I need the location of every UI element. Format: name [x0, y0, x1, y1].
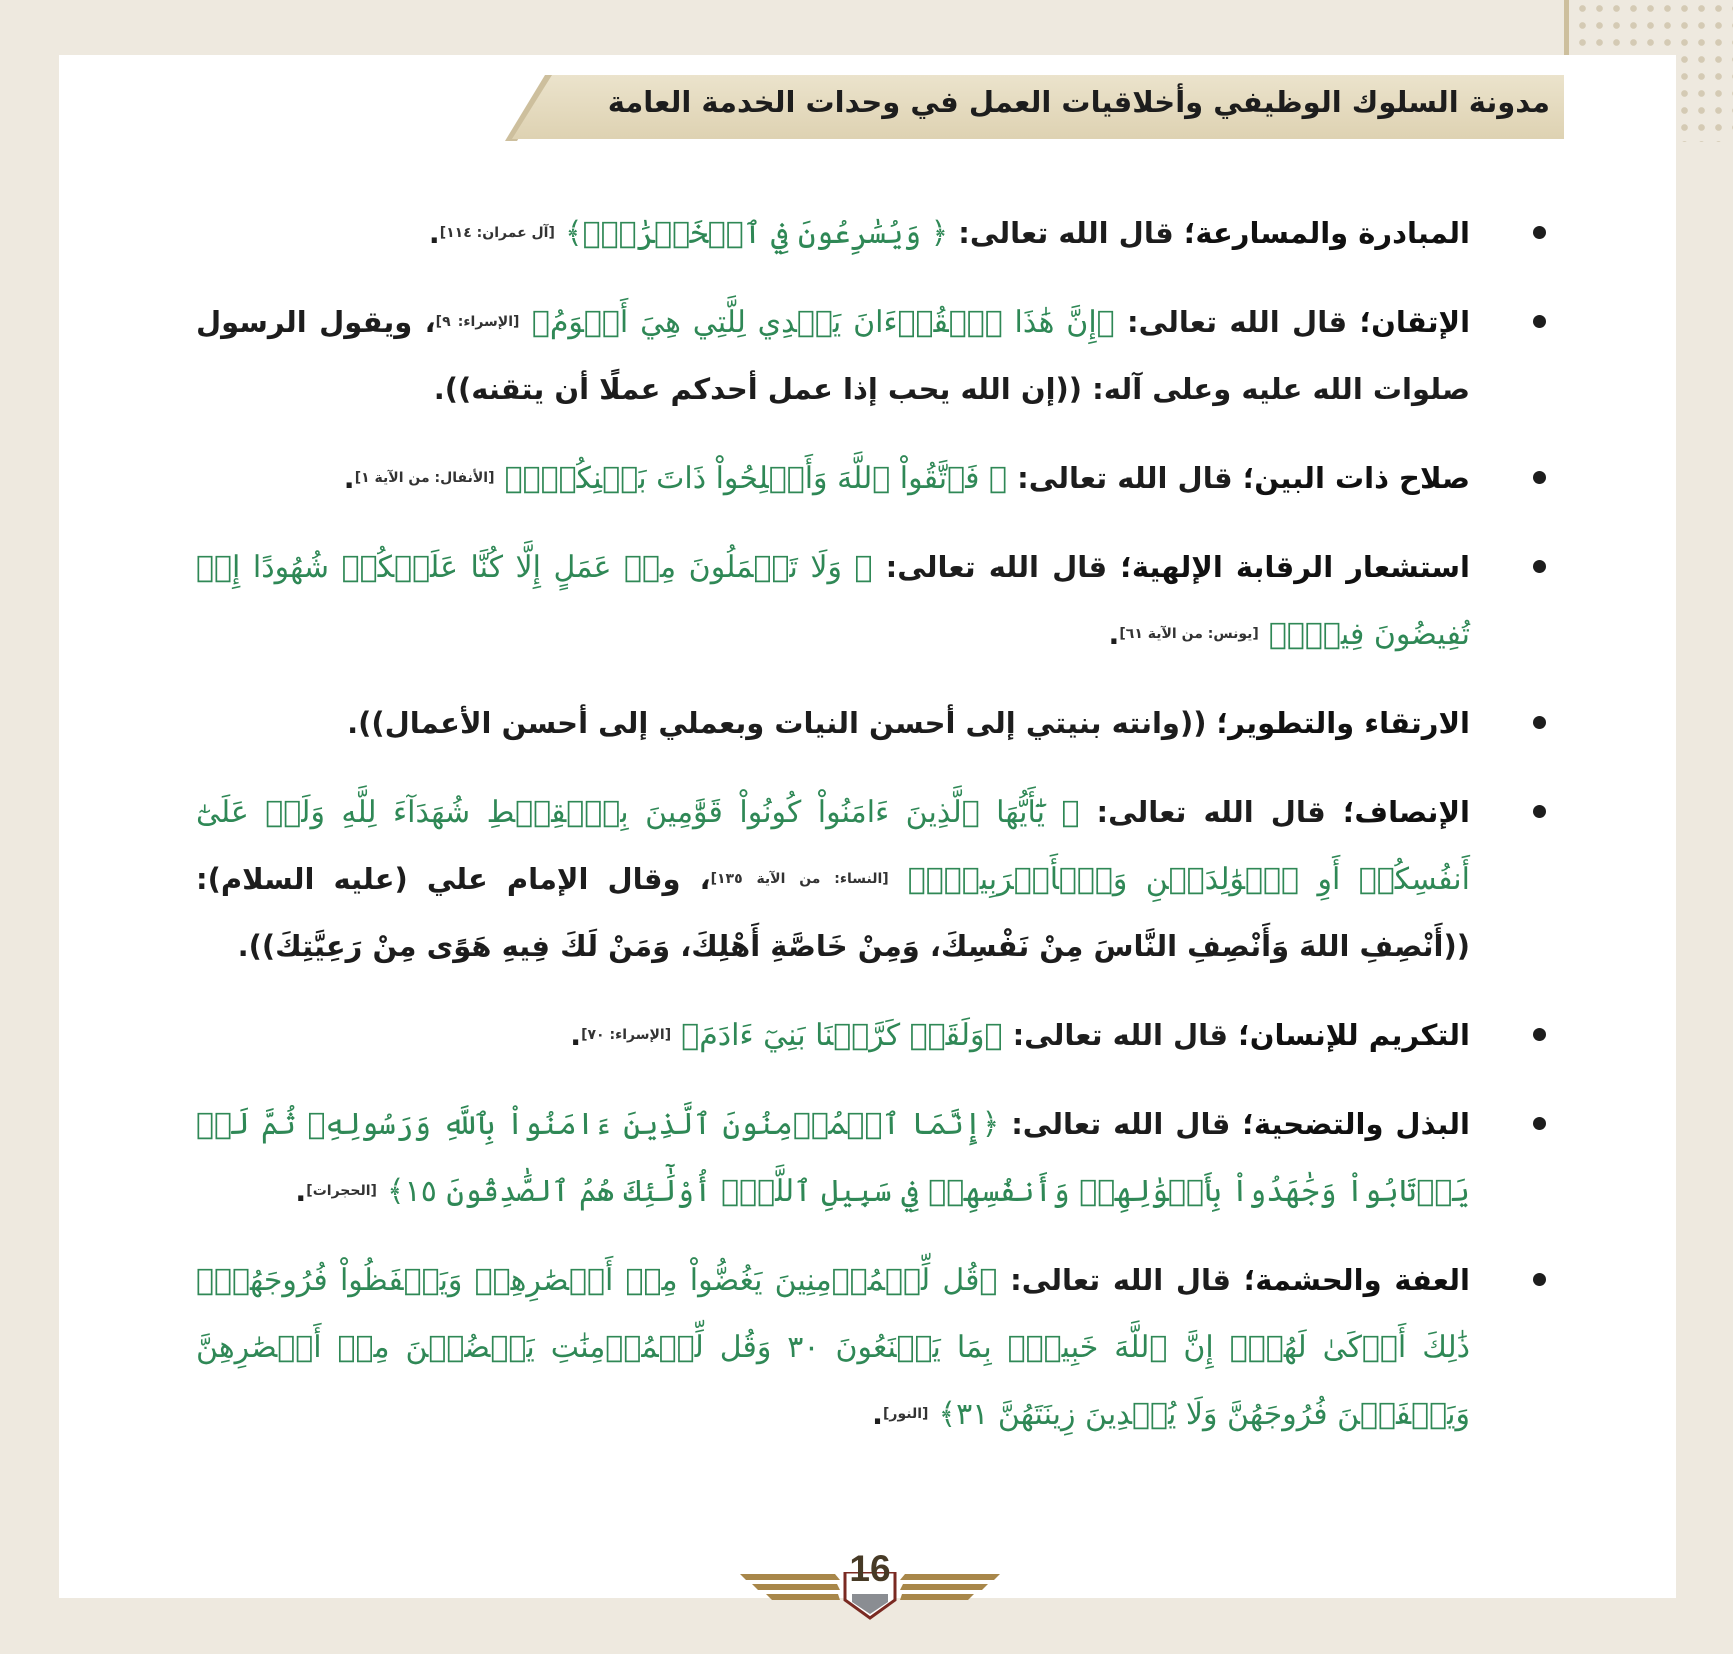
- item-text: قال الله تعالى:: [872, 550, 1121, 584]
- header-title: مدونة السلوك الوظيفي وأخلاقيات العمل في وحدات الخدمة العامة: [607, 85, 1550, 119]
- list-item: [196, 1247, 1470, 1448]
- bullet-dot-icon: [1533, 1028, 1546, 1041]
- quran-verse: ﴿ وَلَا تَعۡمَلُونَ مِنۡ عَمَلٍ إِلَّا كُنَّا عَلَيۡكُمۡ شُهُودًا إِذۡ تُفِيضُونَ فِيهِۚ﴾: [196, 550, 1470, 652]
- verse-reference: [الحجرات]: [306, 1183, 377, 1199]
- wing-stripe: [752, 1584, 840, 1590]
- list-item: [196, 690, 1470, 757]
- item-lead: استشعار الرقابة الإلهية؛: [1120, 550, 1470, 584]
- item-tail: .: [343, 461, 355, 495]
- list-item: [196, 1091, 1470, 1225]
- item-lead: الإنصاف؛: [1342, 795, 1470, 829]
- verse-reference: [آل عمران: ١١٤]: [439, 225, 555, 241]
- bullet-dot-icon: [1533, 315, 1546, 328]
- list-item: [196, 779, 1470, 980]
- list-item: [196, 445, 1470, 512]
- item-tail: .: [1108, 617, 1120, 651]
- item-tail: ، ويقول الرسول صلوات الله عليه وعلى آله: ((إن الله يحب إذا عمل أحدكم عملًا أن يتقنه)).: [196, 305, 1470, 406]
- item-tail: .: [570, 1018, 582, 1052]
- item-lead: الإتقان؛: [1359, 305, 1471, 339]
- wing-stripe: [900, 1584, 988, 1590]
- wing-stripe: [766, 1594, 840, 1600]
- top-rule-decoration: [1564, 0, 1569, 60]
- bullet-dot-icon: [1533, 560, 1546, 573]
- quran-verse: ﴿ يَٰٓأَيُّهَا ٱلَّذِينَ ءَامَنُواْ كُونُواْ قَوَّٰمِينَ بِٱلۡقِسۡطِ شُهَدَآءَ لِلَّهِ وَلَوۡ عَلَىٰٓ أَنفُسِكُمۡ أَوِ ٱلۡوَٰلِدَيۡنِ وَٱلۡأَقۡرَبِينَۚ﴾: [196, 795, 1470, 897]
- quran-verse: ﴿ وَيُسَٰرِعُونَ فِي ٱلۡخَيۡرَٰتِۖ﴾: [565, 216, 949, 251]
- quran-verse: ﴿قُل لِّلۡمُؤۡمِنِينَ يَغُضُّواْ مِنۡ أَبۡصَٰرِهِمۡ وَيَحۡفَظُواْ فُرُوجَهُمۡۚ ذَٰلِكَ أَزۡكَىٰ لَهُمۡۚ إِنَّ ٱللَّهَ خَبِيرُۢ بِمَا يَصۡنَعُونَ ٣٠ وَقُل لِّلۡمُؤۡمِنَٰتِ يَغۡضُضۡنَ مِنۡ أَبۡصَٰرِهِنَّ وَيَحۡفَظۡنَ فُرُوجَهُنَّ وَلَا يُبۡدِينَ زِينَتَهُنَّ ٣١﴾: [196, 1263, 1470, 1432]
- item-text: قال الله تعالى:: [999, 1107, 1243, 1141]
- wing-stripe: [740, 1574, 840, 1580]
- item-text: قال الله تعالى:: [1007, 461, 1243, 495]
- item-tail: .: [428, 216, 440, 250]
- shield-base: [852, 1594, 888, 1614]
- page-number: 16: [849, 1548, 891, 1589]
- verse-reference: [النساء: من الآية ١٣٥]: [710, 871, 889, 887]
- item-lead: المبادرة والمسارعة؛: [1183, 216, 1470, 250]
- item-lead: التكريم للإنسان؛: [1238, 1018, 1470, 1052]
- wing-stripe: [900, 1574, 1000, 1580]
- list-item: [196, 200, 1470, 267]
- bullet-dot-icon: [1533, 716, 1546, 729]
- list-item: [196, 534, 1470, 668]
- item-text: قال الله تعالى:: [1079, 795, 1343, 829]
- item-lead: صلاح ذات البين؛: [1242, 461, 1470, 495]
- list-item: [196, 1002, 1470, 1069]
- quran-verse: ﴿وَلَقَدۡ كَرَّمۡنَا بَنِيٓ ءَادَمَ﴾: [681, 1018, 1003, 1053]
- quran-verse: ﴿إِنَّمَا ٱلۡمُؤۡمِنُونَ ٱلَّذِينَ ءَامَنُواْ بِٱللَّهِ وَرَسُولِهِۦ ثُمَّ لَمۡ يَرۡتَابُواْ وَجَٰهَدُواْ بِأَمۡوَٰلِهِمۡ وَأَنفُسِهِمۡ فِي سَبِيلِ ٱللَّهِۚ أُوْلَٰٓئِكَ هُمُ ٱلصَّٰدِقُونَ ١٥﴾: [196, 1107, 1470, 1209]
- bullet-dot-icon: [1533, 1273, 1546, 1286]
- item-lead: البذل والتضحية؛: [1242, 1107, 1470, 1141]
- bullet-dot-icon: [1533, 226, 1546, 239]
- item-text: قال الله تعالى:: [1002, 1018, 1239, 1052]
- verse-reference: [الإسراء: ٧٠]: [581, 1027, 672, 1043]
- wing-stripe: [900, 1594, 974, 1600]
- verse-reference: [النور]: [883, 1406, 929, 1422]
- verse-reference: [الأنفال: من الآية ١]: [354, 470, 495, 486]
- list-item: [196, 289, 1470, 423]
- quran-verse: ﴿ فَٱتَّقُواْ ٱللَّهَ وَأَصۡلِحُواْ ذَاتَ بَيۡنِكُمۡۖ﴾: [504, 461, 1008, 496]
- verse-reference: [يونس: من الآية ٦١]: [1119, 626, 1259, 642]
- quran-verse: ﴿إِنَّ هَٰذَا ٱلۡقُرۡءَانَ يَهۡدِي لِلَّتِي هِيَ أَقۡوَمُ﴾: [531, 305, 1115, 340]
- item-tail: .: [295, 1174, 307, 1208]
- verse-reference: [الإسراء: ٩]: [435, 314, 520, 330]
- bullet-list: [196, 200, 1470, 1470]
- bullet-dot-icon: [1533, 1117, 1546, 1130]
- item-text: قال الله تعالى:: [1114, 305, 1360, 339]
- bullet-dot-icon: [1533, 805, 1546, 818]
- item-lead: العفة والحشمة؛: [1243, 1263, 1471, 1297]
- item-tail: .: [872, 1397, 884, 1431]
- bullet-dot-icon: [1533, 471, 1546, 484]
- item-lead: الارتقاء والتطوير؛: [1216, 706, 1470, 740]
- item-text: ((وانته بنيتي إلى أحسن النيات وبعملي إلى أحسن الأعمال)).: [347, 706, 1217, 740]
- item-text: قال الله تعالى:: [948, 216, 1184, 250]
- item-tail: ، وقال الإمام علي (عليه السلام): ((أَنْصِفِ اللهَ وَأَنْصِفِ النَّاسَ مِنْ نَفْسِكَ، وَمِنْ خَاصَّةِ أَهْلِكَ، وَمَنْ لَكَ فِيهِ هَوًى مِنْ رَعِيَّتِكَ)).: [196, 862, 1470, 963]
- item-text: قال الله تعالى:: [997, 1263, 1244, 1297]
